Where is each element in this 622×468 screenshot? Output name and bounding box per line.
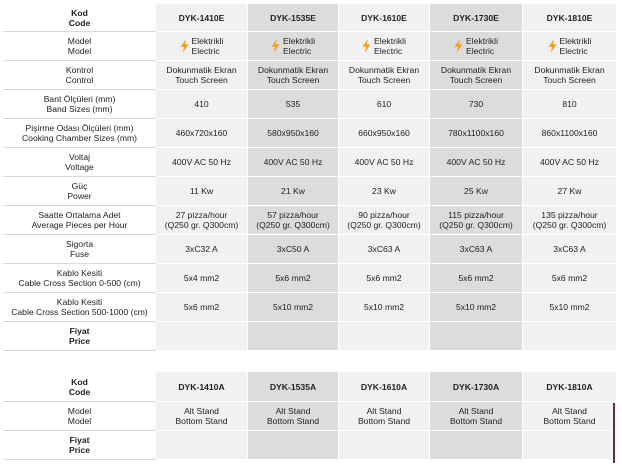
row-label-line: Fiyat [69, 435, 90, 445]
model-text-line: Elektrikli [559, 36, 592, 46]
cell-voltaj [156, 148, 248, 177]
cell-line: Bottom Stand [266, 416, 320, 426]
cell-line: 5x10 mm2 [363, 302, 405, 312]
cell-kablo2 [339, 293, 430, 322]
cell-adet [248, 206, 339, 235]
model-text [466, 36, 498, 56]
cell-kablo1 [523, 264, 617, 293]
row-label-sigorta [4, 235, 156, 264]
cell-voltaj [430, 148, 523, 177]
cell-bant [339, 90, 430, 119]
cell-line: Dokunmatik Ekran [348, 65, 420, 75]
cell-line: 135 pizza/hour [541, 210, 598, 220]
cell-voltaj [523, 148, 617, 177]
row-adet [4, 206, 617, 235]
row-model [4, 402, 617, 431]
product-code: DYK-1410A [156, 372, 248, 402]
cell-sigorta [339, 235, 430, 264]
row-label-line: Model [67, 416, 92, 426]
cell-line: Dokunmatik Ekran [440, 65, 512, 75]
cell-fiyat [156, 431, 248, 460]
cell-fiyat [156, 322, 248, 351]
lightning-bolt-icon [180, 39, 189, 53]
cell-adet [339, 206, 430, 235]
row-label-adet [4, 206, 156, 235]
cell-line: 780x1100x160 [448, 128, 504, 138]
spec-table-stands [3, 371, 617, 460]
row-label-line: Price [68, 336, 91, 346]
cell-line: Alt Stand [458, 406, 494, 416]
cell-fiyat [430, 322, 523, 351]
cell-line: 27 Kw [557, 186, 582, 196]
model-text-line: Electric [466, 46, 495, 56]
model-cell-content [341, 36, 427, 56]
model-cell-content [250, 36, 336, 56]
cell-model [248, 32, 339, 61]
cell-line: 580x950x160 [267, 128, 319, 138]
cell-pisirme [430, 119, 523, 148]
cell-model [523, 32, 617, 61]
cell-kablo1 [248, 264, 339, 293]
cell-model [248, 402, 339, 431]
cell-pisirme [339, 119, 430, 148]
cell-line: Alt Stand [275, 406, 311, 416]
model-text-line: Electric [374, 46, 403, 56]
model-cell-content [432, 36, 520, 56]
cell-model [523, 402, 617, 431]
cell-line: Touch Screen [449, 75, 503, 85]
cell-voltaj [339, 148, 430, 177]
cell-line: 460x720x160 [175, 128, 228, 138]
row-label-line: Fuse [69, 249, 90, 259]
row-label-line: Fiyat [69, 326, 90, 336]
cell-line: 23 Kw [372, 186, 396, 196]
cell-line: 3xC63 A [367, 244, 401, 254]
cell-model [430, 32, 523, 61]
cell-pisirme [248, 119, 339, 148]
model-text-line: Electric [283, 46, 312, 56]
cell-line: Bottom Stand [543, 416, 596, 426]
product-code: DYK-1810A [523, 372, 617, 402]
cell-kablo2 [156, 293, 248, 322]
cell-adet [156, 206, 248, 235]
cell-adet [523, 206, 617, 235]
row-label-line: Voltaj [68, 152, 91, 162]
cell-kablo2 [523, 293, 617, 322]
cell-kontrol [156, 61, 248, 90]
cell-sigorta [523, 235, 617, 264]
row-pisirme [4, 119, 617, 148]
cell-line: Touch Screen [175, 75, 228, 85]
row-label-fiyat [4, 322, 156, 351]
cell-line: 400V AC 50 Hz [446, 157, 506, 167]
model-text-line: Elektrikli [466, 36, 498, 46]
cell-kontrol [339, 61, 430, 90]
lightning-bolt-icon [362, 39, 371, 53]
product-code: DYK-1810E [523, 4, 617, 32]
cell-line: 21 Kw [281, 186, 305, 196]
cell-bant [523, 90, 617, 119]
cell-model [430, 402, 523, 431]
product-code: DYK-1535A [248, 372, 339, 402]
row-label-line: Control [65, 75, 94, 85]
row-kablo2 [4, 293, 617, 322]
row-label-line: Model [67, 406, 92, 416]
model-text-line: Elektrikli [283, 36, 315, 46]
row-fiyat [4, 431, 617, 460]
code-label-line: Kod [71, 376, 88, 387]
row-label-line: Güç [71, 181, 88, 191]
row-label-fiyat [4, 431, 156, 460]
cell-line: Bottom Stand [449, 416, 503, 426]
cell-line: 5x10 mm2 [272, 302, 314, 312]
cell-line: 5x6 mm2 [275, 273, 311, 283]
row-label-line: Cooking Chamber Sizes (mm) [21, 133, 138, 143]
cell-fiyat [248, 431, 339, 460]
cell-line: Alt Stand [366, 406, 402, 416]
cell-fiyat [248, 322, 339, 351]
row-label-line: Price [68, 445, 91, 455]
model-text [192, 36, 224, 56]
cell-line: Alt Stand [552, 406, 587, 416]
cell-model [339, 402, 430, 431]
cell-line: 57 pizza/hour [267, 210, 319, 220]
cell-fiyat [339, 431, 430, 460]
row-sigorta [4, 235, 617, 264]
cell-line: 400V AC 50 Hz [172, 157, 231, 167]
model-text-line: Electric [191, 46, 220, 56]
cell-model [156, 32, 248, 61]
cell-adet [430, 206, 523, 235]
row-label-line: Voltage [65, 162, 94, 172]
cell-line: 90 pizza/hour [358, 210, 410, 220]
cell-line: 11 Kw [189, 186, 214, 196]
cell-line: 5x6 mm2 [183, 302, 220, 312]
row-label-kablo2 [4, 293, 156, 322]
model-text [374, 36, 406, 56]
row-label-guc [4, 177, 156, 206]
cell-line: 660x950x160 [358, 128, 410, 138]
cell-line: Touch Screen [266, 75, 320, 85]
row-label-line: Kontrol [65, 65, 94, 75]
row-model [4, 32, 617, 61]
cell-line: 5x6 mm2 [366, 273, 402, 283]
row-fiyat [4, 322, 617, 351]
cell-guc [430, 177, 523, 206]
cell-line: 5x10 mm2 [549, 302, 590, 312]
cell-line: Alt Stand [184, 406, 219, 416]
row-label-line: Kablo Kesiti [56, 268, 103, 278]
row-label-line: Cable Cross Section 0-500 (cm) [18, 278, 141, 288]
cell-line: 3xC63 A [459, 244, 493, 254]
product-code: DYK-1610E [339, 4, 430, 32]
cell-line: Dokunmatik Ekran [534, 65, 605, 75]
lightning-bolt-icon [454, 39, 463, 53]
cell-line: 115 pizza/hour [448, 210, 504, 220]
cell-kablo1 [156, 264, 248, 293]
cell-kablo1 [430, 264, 523, 293]
cell-kontrol [248, 61, 339, 90]
cell-bant [430, 90, 523, 119]
product-code: DYK-1730E [430, 4, 523, 32]
product-code: DYK-1535E [248, 4, 339, 32]
cell-bant [248, 90, 339, 119]
code-label-line: Code [68, 17, 91, 28]
spec-table-ovens [3, 3, 617, 351]
cell-line: 27 pizza/hour [175, 210, 228, 220]
lightning-bolt-icon [548, 39, 557, 53]
header-row [4, 4, 617, 32]
row-label-line: Power [67, 191, 92, 201]
cell-line: 860x1100x160 [541, 128, 598, 138]
cell-line: 3xC50 A [276, 244, 310, 254]
row-label-bant [4, 90, 156, 119]
cell-line: 810 [562, 99, 577, 109]
cell-guc [156, 177, 248, 206]
model-text [560, 36, 592, 56]
row-label-line: Band Sizes (mm) [46, 104, 113, 114]
cell-line: Dokunmatik Ekran [257, 65, 329, 75]
row-kontrol [4, 61, 617, 90]
cell-line: 5x10 mm2 [455, 302, 497, 312]
cell-line: (Q250 gr. Q300cm) [532, 220, 607, 230]
cell-line: (Q250 gr. Q300cm) [347, 220, 421, 230]
product-code: DYK-1610A [339, 372, 430, 402]
cell-line: 730 [468, 99, 484, 109]
cell-line: 400V AC 50 Hz [540, 157, 599, 167]
row-label-model [4, 32, 156, 61]
cell-line: Dokunmatik Ekran [166, 65, 237, 75]
cell-kablo2 [430, 293, 523, 322]
row-label-line: Pişirme Odası Ölçüleri (mm) [25, 123, 134, 133]
lightning-bolt-icon [271, 39, 280, 53]
code-label [4, 4, 156, 32]
row-label-voltaj [4, 148, 156, 177]
cell-model [339, 32, 430, 61]
product-code: DYK-1730A [430, 372, 523, 402]
cell-line: 610 [376, 99, 392, 109]
row-label-line: Sigorta [65, 239, 94, 249]
row-kablo1 [4, 264, 617, 293]
code-label-line: Kod [71, 7, 88, 18]
row-label-line: Average Pieces per Hour [31, 220, 128, 230]
cell-line: 5x4 mm2 [183, 273, 220, 283]
cell-line: 410 [194, 99, 209, 109]
row-label-kablo1 [4, 264, 156, 293]
cell-model [156, 402, 248, 431]
cell-line: (Q250 gr. Q300cm) [256, 220, 330, 230]
cell-line: 400V AC 50 Hz [354, 157, 414, 167]
cell-voltaj [248, 148, 339, 177]
row-bant [4, 90, 617, 119]
cell-kablo2 [248, 293, 339, 322]
cell-line: 3xC32 A [185, 244, 218, 254]
cell-line: (Q250 gr. Q300cm) [164, 220, 239, 230]
model-text-line: Elektrikli [374, 36, 406, 46]
model-text-line: Electric [559, 46, 588, 56]
cell-fiyat [430, 431, 523, 460]
cell-guc [523, 177, 617, 206]
cell-kablo1 [339, 264, 430, 293]
cell-fiyat [523, 322, 617, 351]
row-label-model [4, 402, 156, 431]
code-label-line: Code [68, 386, 91, 397]
header-row [4, 372, 617, 402]
model-text-line: Elektrikli [191, 36, 224, 46]
cell-line: Touch Screen [543, 75, 596, 85]
code-label [4, 372, 156, 402]
cell-kontrol [523, 61, 617, 90]
row-label-line: Model [67, 36, 92, 46]
product-code: DYK-1410E [156, 4, 248, 32]
cell-line: 535 [285, 99, 301, 109]
row-guc [4, 177, 617, 206]
cell-line: (Q250 gr. Q300cm) [439, 220, 513, 230]
cell-fiyat [523, 431, 617, 460]
cell-line: 5x6 mm2 [458, 273, 494, 283]
row-label-line: Saatte Ortalama Adet [38, 210, 121, 220]
cell-kontrol [430, 61, 523, 90]
cell-line: 400V AC 50 Hz [263, 157, 323, 167]
row-label-kontrol [4, 61, 156, 90]
cell-sigorta [156, 235, 248, 264]
row-label-pisirme [4, 119, 156, 148]
cell-line: 5x6 mm2 [551, 273, 588, 283]
cell-line: Bottom Stand [175, 416, 228, 426]
cell-line: Bottom Stand [357, 416, 411, 426]
model-cell-content [158, 36, 245, 56]
model-cell-content [525, 36, 614, 56]
cell-line: 25 Kw [464, 186, 488, 196]
cell-line: 3xC63 A [553, 244, 586, 254]
cell-pisirme [156, 119, 248, 148]
cell-fiyat [339, 322, 430, 351]
cell-sigorta [430, 235, 523, 264]
row-label-line: Cable Cross Section 500-1000 (cm) [11, 307, 148, 317]
row-voltaj [4, 148, 617, 177]
cell-guc [339, 177, 430, 206]
cell-pisirme [523, 119, 617, 148]
row-label-line: Model [67, 46, 92, 56]
accent-border-line [613, 403, 615, 463]
cell-line: Touch Screen [357, 75, 411, 85]
row-label-line: Bant Ölçüleri (mm) [43, 94, 116, 104]
cell-bant [156, 90, 248, 119]
cell-guc [248, 177, 339, 206]
row-label-line: Kablo Kesiti [56, 297, 103, 307]
model-text [283, 36, 315, 56]
cell-sigorta [248, 235, 339, 264]
